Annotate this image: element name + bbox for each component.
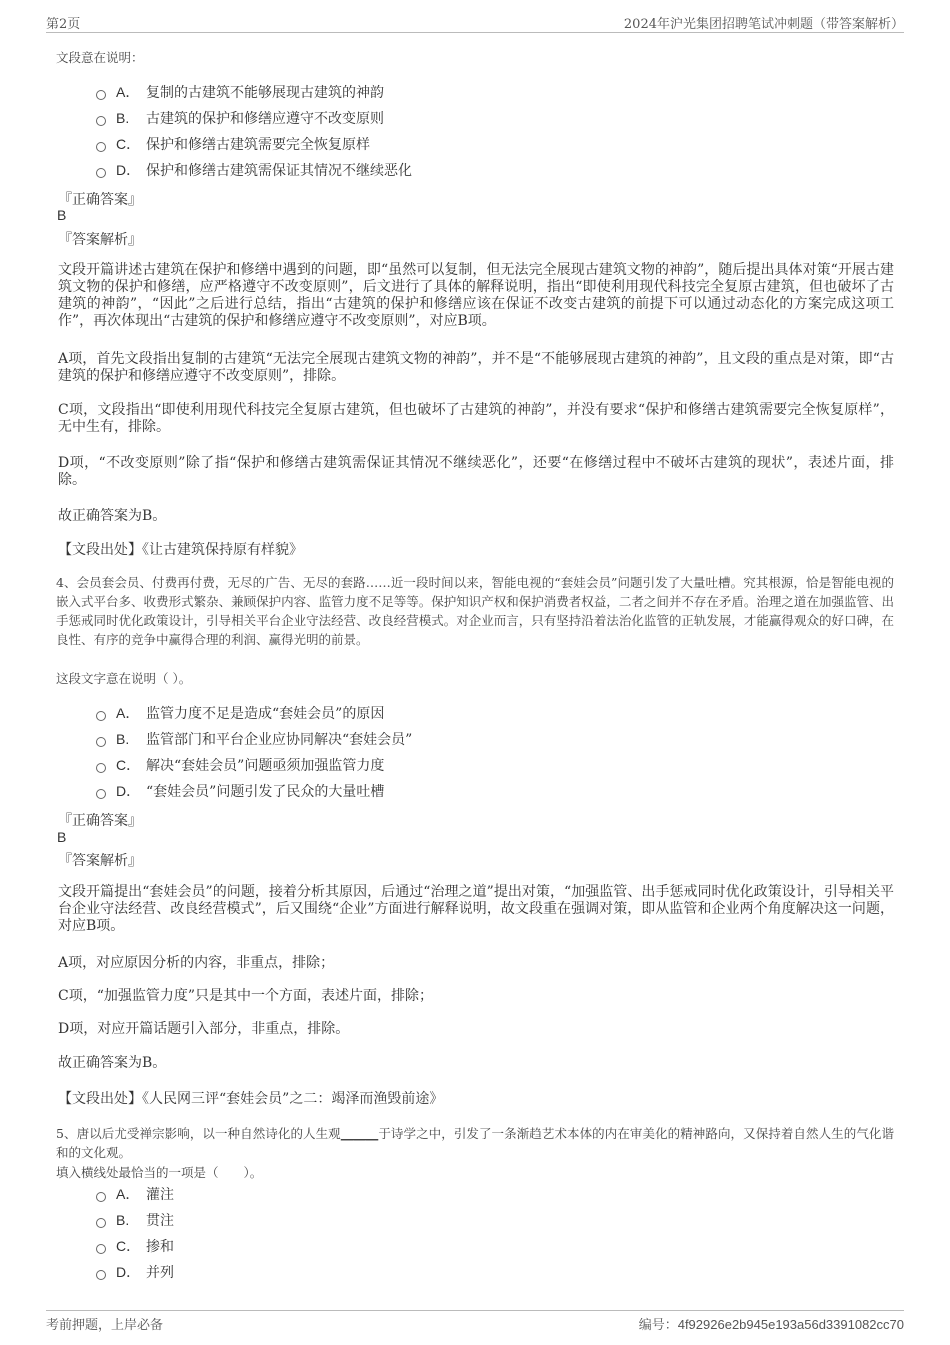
q4-stem: 4、会员套会员、付费再付费，无尽的广告、无尽的套路……近一段时间以来，智能电视的“套娃会员”问题引发了大量吐槽。究其根源，恰是智能电视的嵌入式平台多、收费形式繁杂、兼顾保护内容、监管力度不足等等。保护知识产权和保护消费者权益，二者之间并不存在矛盾。治理之道在加强监管、出手惩戒同时优化政策设计，引导相关平台企业守法经营、改良经营模式。对企业而言，只有坚持沿着法治化监管的正轨发展，才能赢得观众的好口碑，在良性、有序的竞争中赢得合理的利润、赢得光明的前景。: [56, 575, 894, 647]
q3-intro: 文段意在说明：: [56, 50, 144, 65]
q3-source: 【文段出处】《让古建筑保持原有样貌》: [58, 542, 303, 558]
q4-analysis-para: C项，“加强监管力度”只是其中一个方面，表述片面，排除；: [58, 988, 434, 1004]
q3-analysis-para: C项，文段指出“即使利用现代科技完全复原古建筑，但也破坏了古建筑的神韵”，并没有要求“保护和修缮古建筑需要完全恢复原样”，无中生有，排除。: [58, 402, 894, 435]
q4-intro: 这段文字意在说明（ ）。: [56, 671, 192, 686]
q3-option-a[interactable]: A． 复制的古建筑不能够展现古建筑的神韵: [96, 82, 384, 102]
q3-analysis-label: 『答案解析』: [58, 232, 142, 248]
q3-answer: B: [57, 207, 67, 223]
q5-option-d[interactable]: D． 并列: [96, 1262, 174, 1282]
q5-blank: ______: [340, 1126, 379, 1141]
radio-icon[interactable]: [96, 1192, 106, 1202]
radio-icon[interactable]: [96, 90, 106, 100]
radio-icon[interactable]: [96, 1218, 106, 1228]
q3-analysis-para: 文段开篇讲述古建筑在保护和修缮中遇到的问题，即“虽然可以复制，但无法完全展现古建筑文物的神韵”，随后提出具体对策“开展古建筑文物的保护和修缮，应严格遵守不改变原则”，后文进行了具体的解释说明，指出“即使利用现代科技完全复原古建筑，但也破坏了古建筑的神韵”，“因此”之后进行总结，指出“古建筑的保护和修缮应该在保证不改变古建筑的前提下可以通过动态化的方案完成这项工作”，再次体现出“古建筑的保护和修缮应遵守不改变原则”，对应B项。: [58, 262, 894, 329]
q5-stem: 5、唐以后尤受禅宗影响，以一种自然诗化的人生观______于诗学之中，引发了一条渐趋艺术本体的内在审美化的精神路向，又保持着自然人生的气化谐和的文化观。: [56, 1126, 894, 1160]
q4-option-a[interactable]: A． 监管力度不足是造成“套娃会员”的原因: [96, 703, 384, 723]
q4-answer-label: 『正确答案』: [58, 813, 142, 829]
footer-slogan: 考前押题，上岸必备: [46, 1318, 164, 1333]
q4-option-d[interactable]: D． “套娃会员”问题引发了民众的大量吐槽: [96, 781, 384, 801]
q4-option-c[interactable]: C． 解决“套娃会员”问题亟须加强监管力度: [96, 755, 384, 775]
q3-analysis-para: D项，“不改变原则”除了指“保护和修缮古建筑需保证其情况不继续恶化”，还要“在修缮过程中不破坏古建筑的现状”，表述片面，排除。: [58, 455, 894, 488]
q5-intro: 填入横线处最恰当的一项是（ ）。: [56, 1165, 263, 1180]
q4-conclusion: 故正确答案为B。: [58, 1055, 167, 1071]
q5-option-c[interactable]: C． 掺和: [96, 1236, 174, 1256]
q4-analysis-para: 文段开篇提出“套娃会员”的问题，接着分析其原因，后通过“治理之道”提出对策，“加强监管、出手惩戒同时优化政策设计，引导相关平台企业守法经营、改良经营模式”，后又围绕“企业”方面进行解释说明，故文段重在强调对策，即从监管和企业两个角度解决这一问题，对应B项。: [58, 884, 894, 934]
radio-icon[interactable]: [96, 763, 106, 773]
q3-answer-label: 『正确答案』: [58, 192, 142, 208]
q4-analysis-para: A项，对应原因分析的内容，非重点，排除；: [58, 955, 335, 971]
page-header: [46, 10, 904, 33]
q4-option-b[interactable]: B. 监管部门和平台企业应协同解决“套娃会员”: [96, 729, 412, 749]
radio-icon[interactable]: [96, 737, 106, 747]
page-number: 第2页: [46, 17, 81, 32]
document-title: 2024年沪光集团招聘笔试冲刺题（带答案解析）: [623, 17, 904, 32]
radio-icon[interactable]: [96, 1244, 106, 1254]
q5-option-a[interactable]: A． 灌注: [96, 1184, 174, 1204]
q3-option-c[interactable]: C． 保护和修缮古建筑需要完全恢复原样: [96, 134, 370, 154]
q4-answer: B: [57, 829, 67, 845]
radio-icon[interactable]: [96, 789, 106, 799]
q4-analysis-label: 『答案解析』: [58, 853, 142, 869]
q3-option-d[interactable]: D． 保护和修缮古建筑需保证其情况不继续恶化: [96, 160, 412, 180]
page-footer: [46, 1310, 904, 1335]
radio-icon[interactable]: [96, 142, 106, 152]
document-code: 编号：4f92926e2b945e193a56d3391082cc70: [638, 1317, 904, 1333]
q5-option-b[interactable]: B. 贯注: [96, 1210, 174, 1230]
q3-option-b[interactable]: B. 古建筑的保护和修缮应遵守不改变原则: [96, 108, 384, 128]
q4-source: 【文段出处】《人民网三评“套娃会员”之二：竭泽而渔毁前途》: [58, 1091, 444, 1107]
radio-icon[interactable]: [96, 711, 106, 721]
q3-conclusion: 故正确答案为B。: [58, 508, 167, 524]
q3-analysis-para: A项，首先文段指出复制的古建筑“无法完全展现古建筑文物的神韵”，并不是“不能够展现古建筑的神韵”，且文段的重点是对策，即“古建筑的保护和修缮应遵守不改变原则”，排除。: [58, 351, 894, 384]
q4-analysis-para: D项，对应开篇话题引入部分，非重点，排除。: [58, 1021, 350, 1037]
radio-icon[interactable]: [96, 168, 106, 178]
radio-icon[interactable]: [96, 116, 106, 126]
radio-icon[interactable]: [96, 1270, 106, 1280]
